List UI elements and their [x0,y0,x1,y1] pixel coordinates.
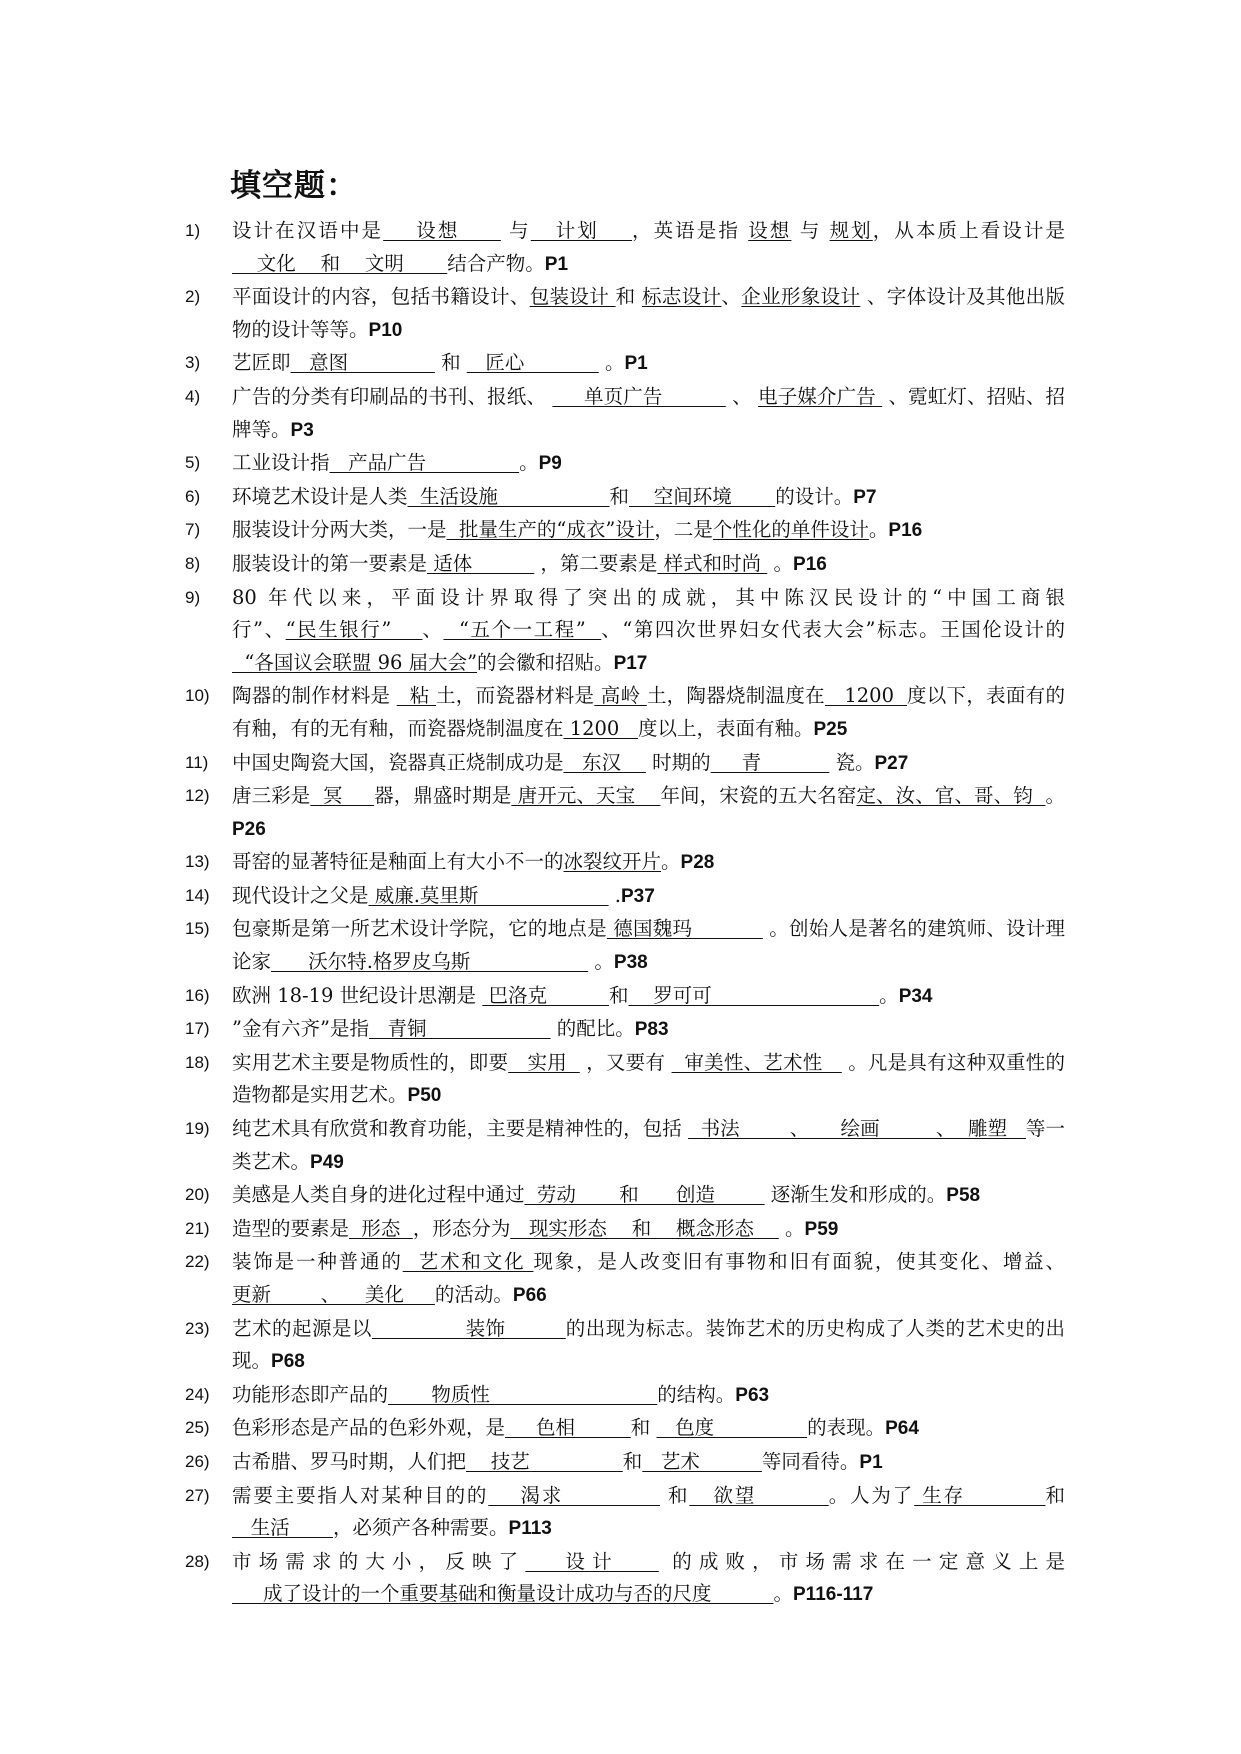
question-item [185,780,1065,846]
answer-blank: 计划 [530,219,632,242]
question-text: 和 [622,1449,643,1473]
question-text: 时期的 [645,750,711,774]
question-number: 25) [185,1418,210,1438]
answer-blank: 劳动 和 创造 [524,1183,765,1207]
question-text: 的结构。 [657,1382,736,1406]
page-reference: P83 [634,1019,669,1041]
question-text: 、“第四次世界妇女代表大会”标志。王国伦设计的 [601,618,1065,642]
question-text: 和 [615,285,643,309]
page-reference: P3 [290,419,314,441]
page-reference: P1 [859,1451,883,1473]
page-reference: P16 [888,520,923,542]
answer-blank: 更新 、 美化 [232,1283,435,1306]
question-item [185,548,1065,582]
question-number: 14) [185,885,210,905]
page-reference: P37 [621,885,655,907]
answer-blank: 个性化的单件设计 [712,518,869,542]
question-text: ，英语是指 [631,219,749,242]
question-text: 和 [1045,1483,1065,1507]
question-text: 土，而瓷器材料是 [436,684,595,708]
page-title: 填空题： [230,168,358,204]
page-reference: P1 [544,253,569,275]
question-item [185,1179,1065,1213]
question-text: 。 [661,850,681,874]
answer-blank: 青 [710,750,830,774]
question-text: 等一类艺术。 [232,1117,1065,1173]
answer-blank: 渴求 [488,1483,660,1507]
question-text: 。人为了 [828,1483,915,1507]
question-text: 的出现为标志。装饰艺术的历史构成了人类的艺术史的出现。 [232,1316,1065,1373]
page-reference: P68 [271,1351,305,1373]
question-text: 年间，宋瓷的五大名窑 [660,784,857,808]
answer-blank: 东汉 [563,750,646,774]
page-reference: P116-117 [793,1584,874,1606]
answer-blank: “各国议会联盟 96 届大会” [232,650,478,674]
answer-blank: 规划 [829,219,873,242]
question-text: 结合产物。 [447,251,545,275]
question-text: 需要主要指人对某种目的的 [232,1483,489,1507]
answer-blank: 适体 [427,551,535,575]
question-item [185,1480,1065,1546]
question-text: 和 [630,1416,657,1440]
answer-blank: 冥 [310,784,375,808]
answer-blank: 罗可可 [628,983,880,1007]
answer-blank: 样式和时尚 [657,551,768,575]
question-text: 艺匠即 [232,351,291,375]
answer-blank: 生活设施 [407,484,610,508]
question-text: 的配比。 [550,1017,635,1041]
answer-blank: 色度 [656,1416,808,1440]
answer-blank: “民生银行” [285,618,423,642]
answer-blank: 形态 [349,1216,413,1240]
question-text: 等同看待。 [761,1449,860,1473]
answer-blank: 现实形态 和 概念形态 [510,1216,779,1240]
question-text: ”金有六齐”是指 [232,1017,369,1041]
page-reference: P58 [946,1185,981,1207]
question-text: ，又要有 [579,1050,672,1074]
question-text: 。凡是具有这种双重性的造物都是实用艺术。 [232,1050,1065,1107]
question-number: 10) [185,686,210,706]
question-text: ，二是 [654,518,713,542]
answer-blank: 意图 [290,351,435,375]
question-list [185,215,1065,1612]
answer-blank: 沃尔特.格罗皮乌斯 [271,950,589,974]
question-number: 11) [185,752,209,772]
question-item [185,1313,1065,1379]
question-item [185,281,1065,347]
question-item [185,1213,1065,1247]
answer-blank: 威廉.莫里斯 [368,883,609,907]
question-number: 20) [185,1185,210,1205]
answer-blank: 电子媒介广告 [758,384,883,408]
question-text: 环境艺术设计是人类 [232,484,408,508]
question-text: 包豪斯是第一所艺术设计学院，它的地点是 [232,917,607,941]
question-number: 13) [185,852,210,872]
answer-blank: 审美性、艺术性 [671,1050,842,1074]
answer-blank: 成了设计的一个重要基础和衡量设计成功与否的尺度 [232,1582,774,1606]
question-text: 和 [434,351,467,375]
page-reference: P1 [624,353,648,375]
question-item [185,846,1065,880]
answer-blank: 色相 [505,1416,631,1440]
question-number: 26) [185,1451,210,1471]
answer-blank: 艺术 [642,1449,762,1473]
question-text: 。 [868,518,889,542]
question-item [185,913,1065,979]
question-text: 土，陶器烧制温度在 [646,684,825,708]
answer-blank: 冰裂纹开片 [563,850,662,874]
question-number: 28) [185,1551,210,1571]
question-text: 。 [519,451,539,475]
question-item [185,1113,1065,1179]
question-text: 。 [588,950,614,974]
page-reference: P113 [508,1518,552,1540]
question-text: ，第二要素是 [534,551,658,575]
question-text: ，从本质上看设计是 [872,219,1065,242]
question-number: 7) [185,520,201,540]
question-number: 1) [185,221,201,240]
question-item [185,1412,1065,1446]
answer-blank: 实用 [508,1050,580,1074]
page-reference: P16 [793,553,827,575]
question-text: 。 [767,551,794,575]
question-text: 的活动。 [434,1283,513,1306]
answer-blank: 生存 [914,1483,1046,1507]
answer-blank: 唐开元、天宝 [511,784,661,808]
question-text: 欧洲 18-19 世纪设计思潮是 [232,983,483,1007]
answer-blank: 空间环境 [629,484,776,508]
question-text: 逐渐生发和形成的。 [764,1183,947,1207]
page-reference: P7 [853,486,877,508]
answer-blank: 1200 [824,684,907,708]
answer-blank: 产品广告 [329,451,520,475]
question-text: 市场需求的大小，反映了 [232,1549,526,1573]
answer-blank: 青铜 [368,1017,551,1041]
question-number: 15) [185,919,210,939]
page-reference: P38 [613,952,648,974]
question-text: 哥窑的显著特征是釉面上有大小不一的 [232,850,564,874]
answer-blank: 匠心 [466,351,599,375]
answer-blank: 欲望 [689,1483,829,1507]
question-number: 24) [185,1384,210,1404]
question-text: 、 [725,384,759,408]
page-reference: P27 [874,752,909,774]
answer-blank: 设想 [748,219,792,242]
question-text: 。创始人是著名的建筑师、设计理论家 [232,917,1065,974]
page-reference: P34 [898,985,933,1007]
question-number: 2) [185,287,201,307]
answer-blank: 书法 、 绘画 、 雕塑 [688,1117,1026,1141]
question-text: . [608,883,621,907]
answer-blank: 粘 [396,684,437,708]
page-reference: P17 [613,652,648,674]
answer-blank: 定、汝、官、哥、钧 [856,784,1046,808]
question-text: 与 [791,219,830,242]
question-item [185,747,1065,781]
question-number: 6) [185,486,201,506]
answer-blank: 装饰 [371,1316,566,1340]
answer-blank: 企业形象设计 [741,285,861,309]
question-text: 。 [598,351,625,375]
question-text: 服装设计分两大类，一是 [232,518,447,542]
answer-blank: “五个一工程” [443,618,602,642]
question-item [185,1047,1065,1113]
question-text: 和 [609,983,629,1007]
question-text: 古希腊、罗马时期，人们把 [232,1449,467,1473]
page-reference: P50 [407,1085,442,1107]
question-item [185,980,1065,1014]
question-text: 器，鼎盛时期是 [374,784,512,808]
question-text: ，必须产各种需要。 [333,1516,509,1540]
answer-blank: 标志设计 [642,285,722,309]
page-reference: P25 [813,718,848,740]
question-item [185,381,1065,447]
question-text: 的会徽和招贴。 [477,650,614,674]
question-text: 与 [500,219,531,242]
answer-blank: 德国魏玛 [606,917,763,941]
question-number: 17) [185,1019,210,1039]
question-number: 8) [185,553,201,573]
question-text: 纯艺术具有欣赏和教育功能，主要是精神性的，包括 [232,1117,689,1141]
question-item [185,347,1065,381]
question-text: 、 [721,285,742,309]
answer-blank: 物质性 [388,1382,658,1406]
question-number: 23) [185,1318,210,1338]
answer-blank: 设计 [525,1549,659,1573]
question-text: 80 年代以来，平面设计界取得了突出的成就，其中陈汉民设计的“中国工商银行”、 [232,585,1065,642]
question-text: 造型的要素是 [232,1216,350,1240]
question-item [185,680,1065,746]
question-text: 平面设计的内容，包括书籍设计、 [232,285,530,309]
question-text: 、字体设计及其他出版物的设计等等。 [232,285,1065,341]
page-reference: P10 [368,319,403,341]
question-text: ，形态分为 [412,1216,511,1240]
question-text: 中国史陶瓷大国，瓷器真正烧制成功是 [232,750,564,774]
question-text: 陶器的制作材料是 [232,684,397,708]
question-number: 9) [185,587,201,607]
question-text: 色彩形态是产品的色彩外观，是 [232,1416,506,1440]
question-text: 设计在汉语中是 [232,219,384,242]
question-number: 19) [185,1119,210,1139]
question-text: 现象，是人改变旧有事物和旧有面貌，使其变化、增益、 [533,1250,1065,1274]
question-text: 的设计。 [775,484,854,508]
question-text: 、 [422,618,444,642]
question-item [185,1546,1065,1612]
answer-blank: 单页广告 [552,384,726,408]
question-item [185,447,1065,481]
question-text: 。 [1045,784,1065,808]
page-reference: P9 [538,453,562,475]
question-item [185,582,1065,681]
question-text: 工业设计指 [232,451,330,475]
question-item [185,1013,1065,1047]
page-reference: P64 [885,1418,919,1440]
question-text: 服装设计的第一要素是 [232,551,428,575]
question-text: 。 [773,1582,793,1606]
question-item [185,880,1065,914]
question-text: 。 [778,1216,805,1240]
answer-blank: 巴洛克 [482,983,609,1007]
question-text: 、霓虹灯、招贴、招牌等。 [232,384,1066,441]
question-item [185,1379,1065,1413]
question-text: 功能形态即产品的 [232,1382,389,1406]
question-text: 美感是人类自身的进化过程中通过 [232,1183,525,1207]
question-text: 实用艺术主要是物质性的，即要 [232,1050,509,1074]
question-text: 唐三彩是 [232,784,311,808]
question-number: 3) [185,353,201,373]
question-text: 度以下，表面有的有釉，有的无有釉，而瓷器烧制温度在 [232,684,1065,740]
question-number: 5) [185,453,201,473]
question-text: 度以上，表面有釉。 [637,716,814,740]
page-reference: P28 [680,852,715,874]
answer-blank: 艺术和文化 [402,1250,534,1274]
question-text: 。 [879,983,899,1007]
question-text: 广告的分类有印刷品的书刊、报纸、 [232,384,553,408]
page-reference: P49 [310,1151,344,1173]
answer-blank: 高岭 [594,684,647,708]
page-reference: P59 [804,1218,839,1240]
question-item [185,1446,1065,1480]
question-number: 27) [185,1485,210,1505]
question-number: 16) [185,985,210,1005]
answer-blank: 技艺 [466,1449,623,1473]
question-number: 4) [185,386,201,406]
page-reference: P66 [512,1285,547,1306]
question-number: 18) [185,1052,210,1072]
answer-blank: 设想 [383,219,501,242]
page-reference: P26 [232,818,266,840]
question-text: 的表现。 [807,1416,886,1440]
question-text: 的成败，市场需求在一定意义上是 [658,1549,1065,1573]
question-text: 装饰是一种普通的 [232,1250,403,1274]
answer-blank: 文化 和 文明 [232,251,448,275]
answer-blank: 批量生产的“成衣”设计 [446,518,655,542]
question-item [185,215,1065,281]
page-reference: P63 [735,1384,770,1406]
question-number: 12) [185,786,210,806]
question-number: 22) [185,1252,210,1272]
question-number: 21) [185,1218,210,1238]
question-item [185,1246,1065,1312]
question-text: 和 [659,1483,690,1507]
question-text: 和 [609,484,630,508]
question-text: 艺术的起源是以 [232,1316,372,1340]
question-item [185,514,1065,548]
answer-blank: 生活 [232,1516,333,1540]
answer-blank: 包装设计 [529,285,616,309]
question-text: 瓷。 [829,750,875,774]
answer-blank: 1200 [563,716,638,740]
question-item [185,481,1065,515]
question-text: 现代设计之父是 [232,883,369,907]
